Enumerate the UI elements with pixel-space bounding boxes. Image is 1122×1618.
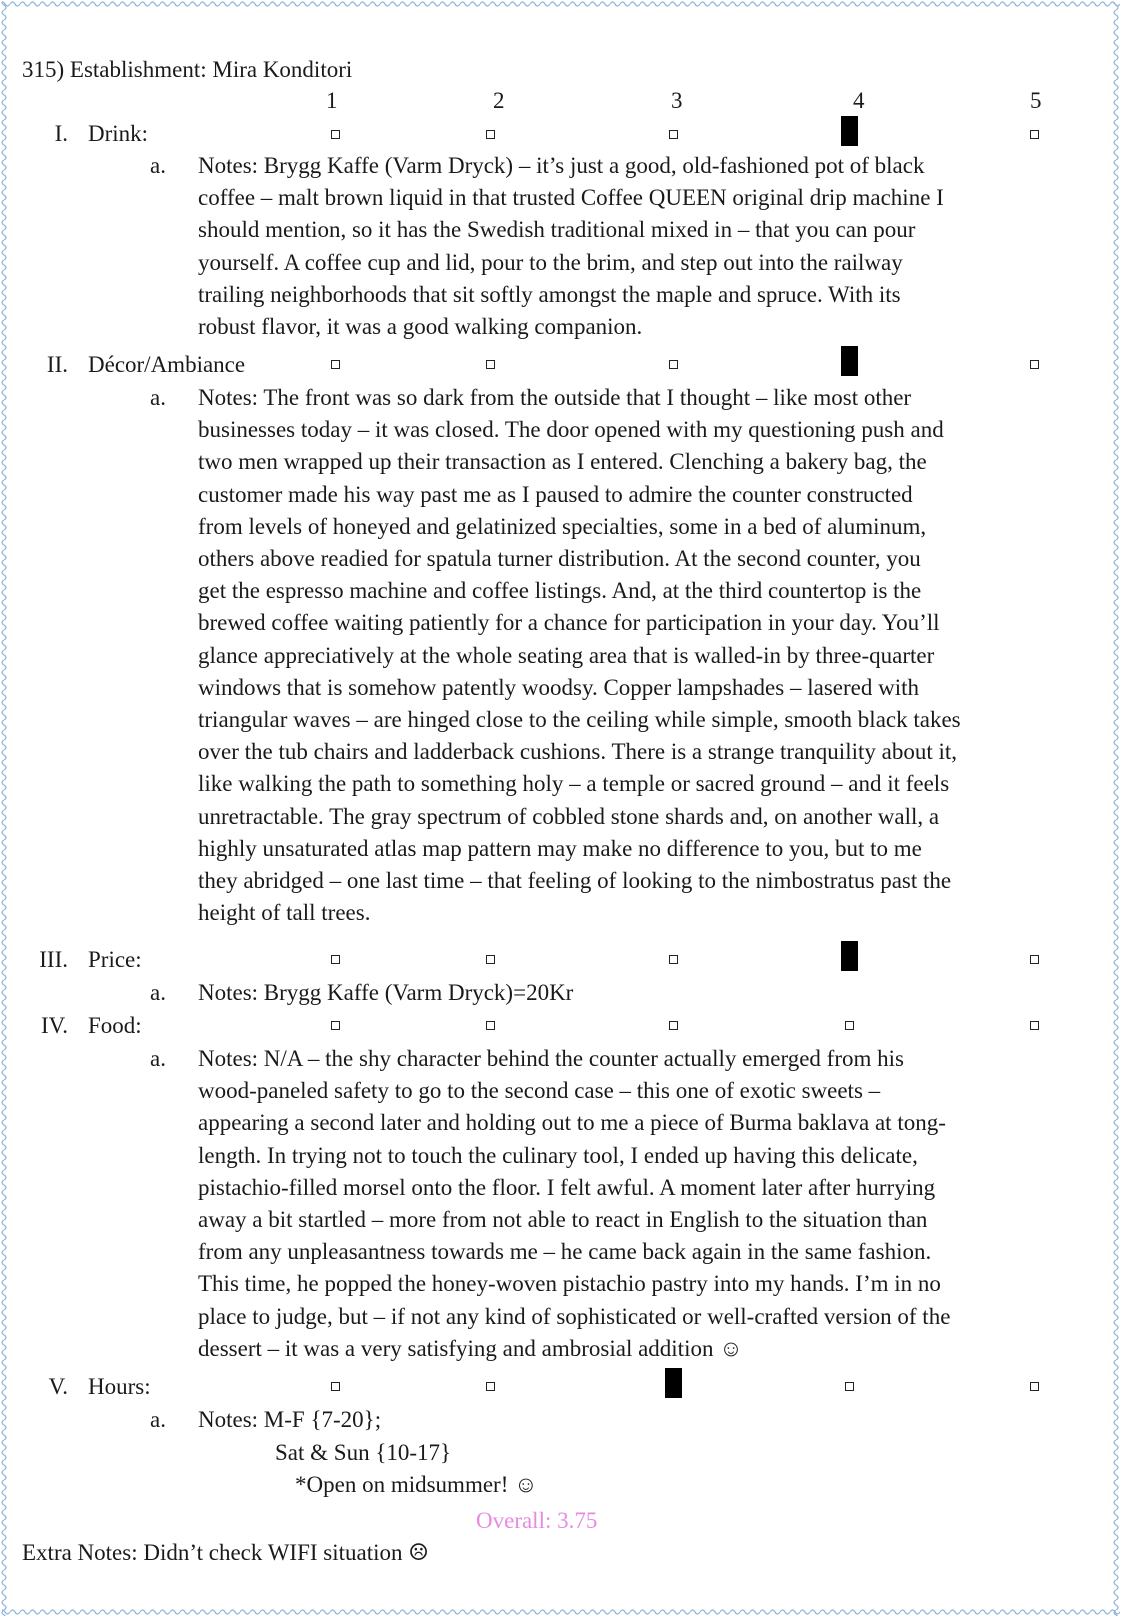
rating-checkbox	[331, 955, 340, 964]
rating-checkbox	[1030, 1382, 1039, 1391]
rating-checkbox	[1030, 1021, 1039, 1030]
category-number: IV.	[40, 1013, 68, 1038]
rating-checkbox	[1030, 955, 1039, 964]
scale-number: 4	[853, 88, 865, 113]
notes-text: Notes: N/A – the shy character behind the counter actually emerged from his wood-paneled safety to go to the second case – this one of exotic sweets – appearing a second later and holding out to me a piece of Burma baklava at tong- length. In trying not to touch the culinary tool, I ended up having this delicate, pistachio-filled morsel onto the floor. I felt awful. A moment later after hurrying away a bit startled – more from not able to react in English to the situation than from any unpleasantness towards me – he came back again in the same fashion. This time, he popped the honey-woven pistachio pastry into my hands. I’m in no place to judge, but – if not any kind of sophisticated or well-crafted version of the dessert – it was a very satisfying and ambrosial addition ☺	[198, 1046, 951, 1361]
scale-number: 3	[671, 88, 683, 113]
rating-checkbox	[486, 955, 495, 964]
rating-checkbox	[486, 1382, 495, 1391]
notes-text: Notes: The front was so dark from the outside that I thought – like most other businesses today – it was closed. The door opened with my questioning push and two men wrapped up their transaction as I entered. Clenching a bakery bag, the customer made his way past me as I paused to admire the counter constructed from levels of honeyed and gelatinized specialties, some in a bed of aluminum, others above readied for spatula turner distribution. At the second counter, you get the espresso machine and coffee listings. And, at the third countertop is the brewed coffee waiting patiently for a chance for participation in your day. You’ll glance appreciatively at the whole seating area that is walled-in by three-quarter windows that is somehow patently woodsy. Copper lampshades – lasered with triangular waves – are hinged close to the ceiling while simple, smooth black takes over the tub chairs and ladderback cushions. There is a strange tranquility about it, like walking the path to something holy – a temple or sacred ground – and it feels unretractable. The gray spectrum of cobbled stone shards and, on another wall, a highly unsaturated atlas map pattern may make no difference to you, but to me they abridged – one last time – that feeling of looking to the nimbostratus past the height of tall trees.	[198, 385, 961, 926]
rating-checkbox	[845, 1382, 854, 1391]
note-marker: a.	[150, 1046, 166, 1071]
rating-checkbox	[1030, 130, 1039, 139]
category-label: Price:	[88, 947, 142, 972]
rating-checkbox	[486, 360, 495, 369]
rating-checkbox-selected	[841, 116, 858, 146]
scale-number: 1	[326, 88, 338, 113]
establishment-title: 315) Establishment: Mira Konditori	[22, 57, 353, 82]
rating-checkbox	[331, 1021, 340, 1030]
category-number: I.	[54, 121, 68, 146]
notes-text: Notes: Brygg Kaffe (Varm Dryck) – it’s just a good, old-fashioned pot of black coffee – malt brown liquid in that trusted Coffee QUEEN original drip machine I should mention, so it has the Swedish traditional mixed in – that you can pour yourself. A coffee cup and lid, pour to the brim, and step out into the railway trailing neighborhoods that sit softly amongst the maple and spruce. With its robust flavor, it was a good walking companion.	[198, 153, 944, 340]
scale-number: 5	[1030, 88, 1042, 113]
rating-checkbox	[669, 955, 678, 964]
rating-checkbox	[845, 1021, 854, 1030]
category-label: Décor/Ambiance	[88, 352, 246, 377]
rating-checkbox	[331, 130, 340, 139]
rating-checkbox	[1030, 360, 1039, 369]
hours-weekend: Sat & Sun {10-17}	[275, 1440, 452, 1465]
rating-checkbox	[669, 1021, 678, 1030]
note-marker: a.	[150, 980, 166, 1005]
rating-checkbox	[486, 130, 495, 139]
overall-score: Overall: 3.75	[476, 1508, 598, 1533]
extra-notes: Extra Notes: Didn’t check WIFI situation ☹	[22, 1540, 429, 1565]
rating-checkbox	[669, 130, 678, 139]
category-label: Drink:	[88, 121, 149, 146]
note-marker: a.	[150, 385, 166, 410]
rating-checkbox	[331, 1382, 340, 1391]
rating-checkbox	[669, 360, 678, 369]
notes-text: Notes: Brygg Kaffe (Varm Dryck)=20Kr	[198, 980, 574, 1005]
hours-midsummer-note: *Open on midsummer! ☺	[295, 1472, 538, 1497]
rating-checkbox	[486, 1021, 495, 1030]
scale-number: 2	[493, 88, 505, 113]
note-marker: a.	[150, 153, 166, 178]
rating-checkbox-selected	[841, 941, 858, 971]
note-marker: a.	[150, 1407, 166, 1432]
category-label: Hours:	[88, 1374, 151, 1399]
rating-checkbox	[331, 360, 340, 369]
rating-checkbox-selected	[841, 346, 858, 376]
category-label: Food:	[88, 1013, 142, 1038]
category-number: II.	[46, 352, 68, 377]
category-number: V.	[48, 1374, 68, 1399]
category-number: III.	[39, 947, 68, 972]
notes-text: Notes: M-F {7-20};	[198, 1407, 382, 1432]
rating-checkbox-selected	[665, 1368, 682, 1398]
